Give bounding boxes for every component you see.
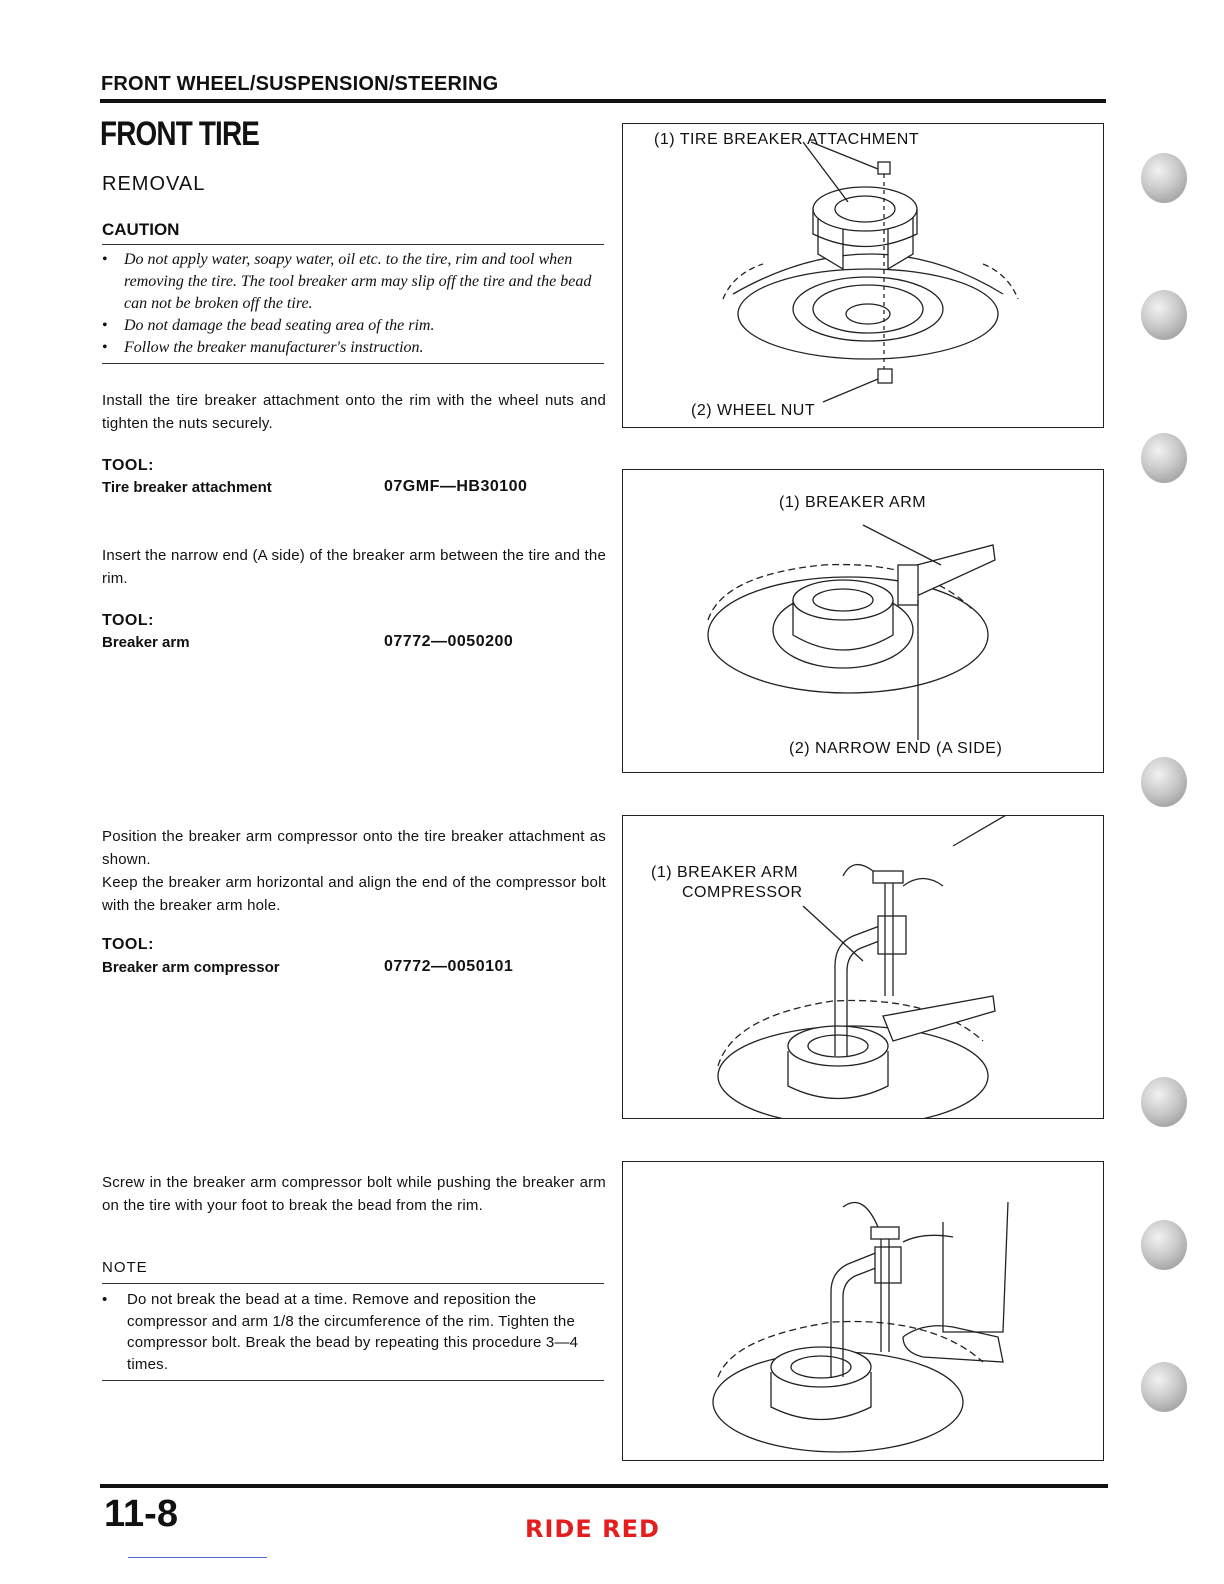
step-2-tool-number: 07772—0050200: [384, 633, 514, 650]
figure-3-illustration: [623, 816, 1103, 1118]
step-1-tool-name: Tire breaker attachment: [102, 479, 272, 496]
figure-4-illustration: [623, 1162, 1103, 1460]
figure-2-illustration: [623, 470, 1103, 772]
figure-tire-breaker-attachment: [622, 123, 1104, 428]
figure-2-label-1: (1) BREAKER ARM: [779, 494, 927, 511]
note-list: [102, 1289, 606, 1375]
tab-marker: [1141, 1220, 1187, 1270]
caution-heading: CAUTION: [102, 220, 180, 239]
tab-marker: [1141, 433, 1187, 483]
step-2-text: Insert the narrow end (A side) of the breaker arm between the tire and the rim.: [102, 547, 606, 587]
step-1-text: Install the tire breaker attachment onto the rim with the wheel nuts and tighten the nuts securely.: [102, 392, 606, 432]
caution-item: • Follow the breaker manufacturer's instruction.: [102, 337, 606, 359]
figure-2-label-2: (2) NARROW END (A SIDE): [789, 740, 1003, 757]
section-subtitle: REMOVAL: [102, 173, 206, 195]
caution-list: [102, 249, 606, 359]
caution-item: • Do not apply water, soapy water, oil etc. to the tire, rim and tool when removing the tire. The tool breaker arm may slip off the tire and the bead can not be broken off the tire.: [102, 249, 606, 315]
step-2-tool-heading: TOOL:: [102, 612, 154, 629]
step-1-tool-heading: TOOL:: [102, 457, 154, 474]
note-item: • Do not break the bead at a time. Remove and reposition the compressor and arm 1/8 the circumference of the rim. Tighten the compressor bolt. Break the bead by repeating this procedure 3—4 times.: [102, 1289, 606, 1375]
step-3-tool-name: Breaker arm compressor: [102, 959, 280, 976]
page-title: FRONT TIRE: [100, 115, 260, 153]
caution-item: • Do not damage the bead seating area of the rim.: [102, 315, 606, 337]
page-number: 11-8: [104, 1493, 178, 1535]
step-2-tool-name: Breaker arm: [102, 634, 190, 651]
figure-1-label-1: (1) TIRE BREAKER ATTACHMENT: [654, 131, 920, 148]
section-title: FRONT WHEEL/SUSPENSION/STEERING: [101, 73, 499, 95]
tab-marker: [1141, 1077, 1187, 1127]
footer-link-underline: [128, 1557, 267, 1558]
caution-top-rule: [102, 244, 604, 245]
step-1-tool-number: 07GMF—HB30100: [384, 478, 528, 495]
step-4-text: Screw in the breaker arm compressor bolt while pushing the breaker arm on the tire with your foot to break the bead from the rim.: [102, 1174, 606, 1214]
footer-divider: [100, 1484, 1108, 1488]
step-3-tool-heading: TOOL:: [102, 936, 154, 953]
figure-breaker-arm: [622, 469, 1104, 773]
note-top-rule: [102, 1283, 604, 1284]
figure-breaker-arm-compressor: [622, 815, 1104, 1119]
figure-3-label-1: (1) BREAKER ARM: [651, 864, 799, 881]
figure-breaking-bead: [622, 1161, 1104, 1461]
step-3-tool-number: 07772—0050101: [384, 958, 514, 975]
tab-marker: [1141, 290, 1187, 340]
tab-marker: [1141, 757, 1187, 807]
figure-1-label-2: (2) WHEEL NUT: [691, 402, 816, 419]
tab-marker: [1141, 1362, 1187, 1412]
caution-bottom-rule: [102, 363, 604, 364]
note-bottom-rule: [102, 1380, 604, 1381]
note-heading: NOTE: [102, 1259, 148, 1276]
figure-3-label-2: COMPRESSOR: [682, 884, 803, 901]
tab-marker: [1141, 153, 1187, 203]
step-3-text: Position the breaker arm compressor onto the tire breaker attachment as shown. Keep the breaker arm horizontal and align the end of the compressor bolt with the breaker arm hole.: [102, 828, 606, 914]
figure-1-illustration: [623, 124, 1103, 427]
header-divider: [100, 99, 1106, 103]
brand-logo: RIDE RED: [525, 1515, 660, 1543]
